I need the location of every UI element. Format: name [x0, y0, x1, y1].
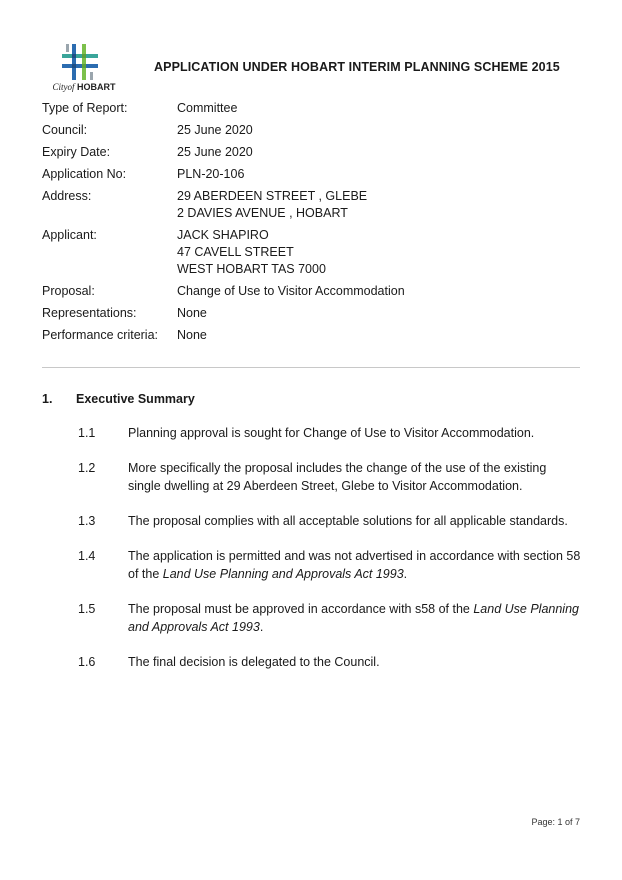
detail-value-line: PLN-20-106 — [177, 167, 245, 181]
detail-label: Representations: — [42, 306, 137, 320]
text-run: . — [403, 567, 408, 581]
detail-label: Applicant: — [42, 228, 97, 242]
summary-item-number: 1.4 — [78, 549, 96, 563]
detail-row — [42, 188, 582, 222]
summary-item-text — [128, 512, 582, 530]
hobart-logo-mark-icon — [62, 44, 98, 80]
text-run: The proposal must be approved in accordance with s58 of the — [128, 602, 474, 616]
detail-value — [177, 122, 582, 139]
summary-item-text — [128, 547, 582, 583]
page-title: APPLICATION UNDER HOBART INTERIM PLANNING SCHEME 2015 — [154, 60, 560, 74]
act-title: Land Use Planning and Approvals Act 1993 — [128, 602, 579, 634]
text-run: Planning approval is sought for Change of Use to Visitor Accommodation. — [128, 426, 535, 440]
detail-row — [42, 100, 582, 117]
detail-row — [42, 327, 582, 344]
summary-item — [42, 653, 582, 671]
text-run: The final decision is delegated to the Council. — [128, 655, 380, 669]
detail-row — [42, 166, 582, 183]
text-run: . — [259, 620, 264, 634]
detail-label: Proposal: — [42, 284, 95, 298]
detail-row — [42, 305, 582, 322]
text-run: More specifically the proposal includes the change of the use of the existing single dwelling at 29 Aberdeen Street, Glebe to Visitor Accommodation. — [128, 461, 547, 493]
summary-item-text — [128, 459, 582, 495]
section-title: Executive Summary — [76, 392, 195, 406]
summary-item-number: 1.5 — [78, 602, 96, 616]
summary-item — [42, 600, 582, 636]
detail-value — [177, 305, 582, 322]
detail-row — [42, 144, 582, 161]
logo-city-word: City — [52, 82, 68, 92]
act-title: Land Use Planning and Approvals Act 1993 — [162, 567, 404, 581]
detail-value — [177, 327, 582, 344]
detail-value — [177, 227, 582, 278]
report-details — [42, 100, 582, 349]
summary-item-text — [128, 653, 582, 671]
summary-items — [42, 424, 582, 671]
summary-item — [42, 512, 582, 530]
detail-value-line: 25 June 2020 — [177, 123, 253, 137]
logo-of-word: of — [67, 82, 75, 92]
section-number: 1. — [42, 392, 53, 406]
section-heading — [42, 392, 582, 406]
page-number: Page: 1 of 7 — [531, 817, 580, 827]
detail-row — [42, 122, 582, 139]
detail-label: Council: — [42, 123, 88, 137]
detail-value — [177, 166, 582, 183]
summary-item-number: 1.1 — [78, 426, 96, 440]
summary-item-number: 1.6 — [78, 655, 96, 669]
detail-value — [177, 144, 582, 161]
text-run: The application is permitted and was not advertised in accordance with section 58 of the — [128, 549, 581, 581]
detail-value — [177, 188, 582, 222]
summary-item — [42, 547, 582, 583]
divider — [42, 367, 580, 368]
detail-value-line: 25 June 2020 — [177, 145, 253, 159]
detail-value-line: Committee — [177, 101, 238, 115]
detail-value-line: JACK SHAPIRO — [177, 228, 269, 242]
logo-text — [44, 82, 124, 92]
detail-value-line: None — [177, 328, 207, 342]
detail-label: Expiry Date: — [42, 145, 111, 159]
detail-row — [42, 227, 582, 278]
text-run: The proposal complies with all acceptable solutions for all applicable standards. — [128, 514, 568, 528]
summary-item-number: 1.3 — [78, 514, 96, 528]
detail-value-line: Change of Use to Visitor Accommodation — [177, 284, 405, 298]
detail-label: Application No: — [42, 167, 127, 181]
summary-item — [42, 424, 582, 442]
detail-value — [177, 283, 582, 300]
detail-value-line: 47 CAVELL STREET — [177, 245, 294, 259]
logo-hobart-word: HOBART — [77, 82, 116, 92]
summary-item-text — [128, 600, 582, 636]
detail-value-line: 2 DAVIES AVENUE , HOBART — [177, 206, 348, 220]
summary-item-text — [128, 424, 582, 442]
detail-value-line: None — [177, 306, 207, 320]
detail-label: Type of Report: — [42, 101, 128, 115]
summary-item — [42, 459, 582, 495]
detail-label: Performance criteria: — [42, 328, 159, 342]
detail-label: Address: — [42, 189, 92, 203]
detail-value-line: 29 ABERDEEN STREET , GLEBE — [177, 189, 368, 203]
summary-item-number: 1.2 — [78, 461, 96, 475]
detail-value — [177, 100, 582, 117]
executive-summary-section — [42, 392, 582, 688]
city-of-hobart-logo — [44, 44, 124, 96]
detail-value-line: WEST HOBART TAS 7000 — [177, 262, 326, 276]
detail-row — [42, 283, 582, 300]
